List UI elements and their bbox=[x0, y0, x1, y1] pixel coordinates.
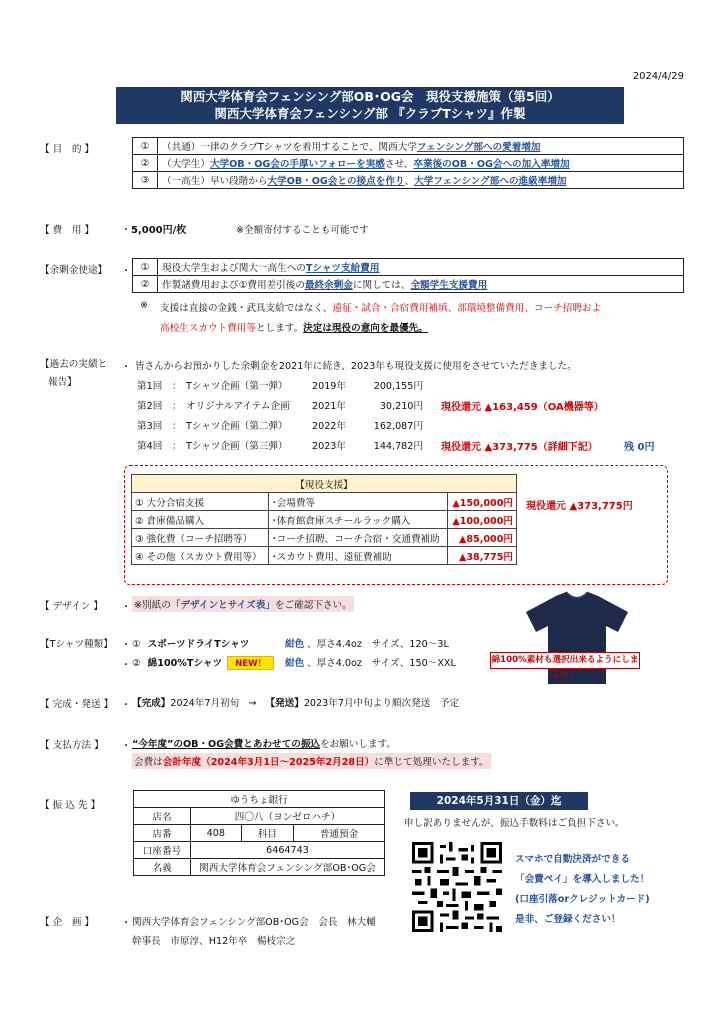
design-link: 「デザインとサイズ表」 bbox=[170, 600, 275, 611]
purpose-table bbox=[132, 137, 684, 189]
cotton-note: 綿100%素材も選択出来るようにしました！ bbox=[490, 652, 640, 669]
design-label: 【 デザイン 】 bbox=[40, 601, 103, 612]
purpose-row bbox=[133, 172, 684, 189]
surplus-bullet: ・ bbox=[121, 266, 131, 277]
payment-bullet: ・ bbox=[121, 741, 131, 752]
tshirt-name: スポーツドライTシャツ bbox=[147, 639, 250, 650]
new-badge: NEW！ bbox=[227, 656, 274, 670]
delivery-bullet: ・ bbox=[121, 700, 131, 711]
bank-account: 6464743 bbox=[191, 842, 385, 859]
bank-table: ゆうちょ銀行 店名 四〇八（ヨンゼロハチ） 店番 408 科目 普通預金 口座番号 6464743 名義 関西大学体育会フェンシング部OB･OG会 bbox=[133, 790, 385, 876]
achievement-return: 現役還元 ▲163,459（OA機器等） bbox=[441, 402, 604, 413]
cost-amount: 5,000円/枚 bbox=[131, 225, 187, 236]
payment-line-1: “今年度”のOB・OG会費とあわせての振込をお願いします。 bbox=[132, 739, 396, 750]
support-row: ② 倉庫備品購入 ･体育館倉庫スチールラック購入 ▲100,000円 bbox=[132, 511, 517, 529]
tshirt-color: 紺色 bbox=[285, 639, 305, 650]
transfer-label: 【 振 込 先 】 bbox=[40, 800, 101, 811]
support-row: ③ 強化費（コーチ招聘等） ･コーチ招聘、コーチ合宿・交通費補助 ▲85,000円 bbox=[132, 529, 517, 547]
surplus-note-line-1: 支援は直接の金銭・武具支給ではなく、遠征・試合・合宿費用補填、部環境整備費用、コーチ招聘およ bbox=[160, 303, 602, 314]
purpose-text: （大学生）大学OB・OG会の手厚いフォローを実感させ、卒業後のOB・OG会への加入率増加 bbox=[158, 155, 684, 172]
purpose-text: （共通）一律のクラブTシャツを着用することで、関西大学フェンシング部への愛着増加 bbox=[158, 138, 684, 155]
achievement-row: 第4回 ： Tシャツ企画（第三弾） 2023年 144,782円 現役還元 ▲373,775（詳細下記） 残 0円 bbox=[137, 438, 697, 456]
surplus-table bbox=[132, 258, 684, 293]
support-header: 【現役支援】 bbox=[132, 475, 517, 493]
payment-label: 【 支払方法 】 bbox=[40, 740, 104, 751]
surplus-note-red-2: 高校生スカウト費用等 bbox=[160, 323, 256, 334]
cost-note: ※全額寄付することも可能です bbox=[236, 225, 369, 236]
tshirt-row: ① スポーツドライTシャツ 紺色 、厚さ4.4oz サイズ、120～3L bbox=[132, 636, 492, 652]
document-date: 2024/4/29 bbox=[632, 71, 684, 82]
surplus-row bbox=[133, 259, 684, 276]
cost-bullet: ・ bbox=[121, 225, 131, 236]
achievements-label: 【過去の実績と 報告】 bbox=[40, 359, 108, 388]
planning-line-2: 幹事長 市原淳、H12年卒 楊枝宗之 bbox=[132, 936, 296, 947]
purpose-text: （一高生）早い段階から大学OB・OG会との接点を作り、大学フェンシング部への進級率増加 bbox=[158, 172, 684, 189]
cost-label: 【 費 用 】 bbox=[40, 225, 95, 236]
design-bullet: ・ bbox=[121, 602, 131, 613]
title-line-1: 関西大学体育会フェンシング部OB･OG会 現役支援施策（第5回） bbox=[180, 89, 560, 104]
delivery-label: 【 完成・発送 】 bbox=[40, 699, 114, 710]
achievement-row: 第2回 ： オリジナルアイテム企画 2021年 30,210円 現役還元 ▲163,459（OA機器等） bbox=[137, 398, 697, 416]
tshirt-bullet-2: ・ bbox=[121, 660, 131, 671]
achievement-row: 第1回 ： Tシャツ企画（第一弾） 2019年 200,155円 bbox=[137, 381, 423, 392]
surplus-link: Tシャツ支給費用 bbox=[305, 263, 380, 274]
planning-line-1: 関西大学体育会フェンシング部OB･OG会 会長 林大輔 bbox=[132, 917, 376, 928]
qr-code-icon[interactable] bbox=[412, 842, 502, 932]
tshirt-name: 綿100%Tシャツ bbox=[147, 658, 223, 669]
tshirt-bullet: ・ bbox=[121, 640, 131, 651]
surplus-note-bold: 決定は現役の意向を最優先。 bbox=[303, 323, 428, 334]
purpose-row bbox=[133, 155, 684, 172]
delivery-text: 【完成】2024年7月初旬 → 【発送】2023年7月中旬より順次発送 予定 bbox=[132, 698, 460, 709]
title-line-2: 関西大学体育会フェンシング部 『クラブTシャツ』作製 bbox=[214, 106, 526, 121]
surplus-link-2: 全額学生支援費用 bbox=[410, 280, 488, 291]
surplus-row bbox=[133, 276, 684, 293]
purpose-link-2: 大学フェンシング部への進級率増加 bbox=[414, 176, 567, 187]
achievements-intro: 皆さんからお預かりした余剰金を2021年に続き、2023年も現役支援に使用をさせていただきました。 bbox=[135, 361, 577, 372]
kaihipay-note: スマホで自動決済ができる 「会費ペイ」を導入しました！ (口座引落orクレジットカード) 是非、ご登録ください！ bbox=[515, 854, 650, 925]
bank-store: 408 bbox=[191, 825, 242, 842]
payment-line-2: 会費は会計年度（2024年3月1日～2025年2月28日）に準じて処理いたします。 bbox=[132, 753, 491, 769]
bank-name: ゆうちょ銀行 bbox=[134, 791, 385, 808]
surplus-note-line-2: 高校生スカウト費用等とします。決定は現役の意向を最優先。 bbox=[160, 323, 428, 334]
surplus-num: ① bbox=[133, 259, 158, 276]
purpose-label: 【 目 的 】 bbox=[40, 144, 95, 155]
purpose-num: ② bbox=[133, 155, 158, 172]
surplus-note-mark: ※ bbox=[140, 300, 149, 311]
surplus-num: ② bbox=[133, 276, 158, 293]
planning-label: 【 企 画 】 bbox=[40, 917, 95, 928]
purpose-link-2: 卒業後のOB・OG会への加入率増加 bbox=[413, 159, 570, 170]
fee-note: 申し訳ありませんが、振込手数料はご負担下さい。 bbox=[404, 818, 625, 829]
support-total: 現役還元 ▲373,775円 bbox=[526, 501, 633, 512]
bank-subject: 普通預金 bbox=[294, 825, 385, 842]
achievement-return: 現役還元 ▲373,775（詳細下記） bbox=[441, 442, 598, 453]
support-row: ① 大分合宿支援 ･会場費等 ▲150,000円 bbox=[132, 493, 517, 511]
purpose-num: ① bbox=[133, 138, 158, 155]
title-banner bbox=[116, 87, 624, 124]
surplus-text: 現役大学生および関大一高生へのTシャツ支給費用 bbox=[158, 259, 684, 276]
planning-bullet: ・ bbox=[121, 918, 131, 929]
purpose-link: フェンシング部への愛着増加 bbox=[416, 142, 541, 153]
surplus-label: 【余剰金使途】 bbox=[40, 265, 108, 276]
purpose-link: 大学OB・OG会との接点を作り bbox=[267, 176, 405, 187]
tshirt-row: ② 綿100%Tシャツ NEW！ 紺色 、厚さ4.0oz サイズ、150～XXL bbox=[132, 655, 492, 671]
tshirt-label: 【Tシャツ種類】 bbox=[40, 639, 113, 650]
deadline-badge: 2024年5月31日（金）迄 bbox=[410, 792, 588, 810]
achievement-row: 第3回 ： Tシャツ企画（第二弾） 2022年 162,087円 bbox=[137, 421, 423, 432]
bank-holder: 関西大学体育会フェンシング部OB･OG会 bbox=[191, 859, 385, 876]
purpose-link: 大学OB・OG会の手厚いフォローを実感 bbox=[209, 159, 385, 170]
purpose-num: ③ bbox=[133, 172, 158, 189]
tshirt-color: 紺色 bbox=[285, 658, 305, 669]
support-table bbox=[131, 474, 517, 565]
design-note: ※別紙の「デザインとサイズ表」をご確認下さい。 bbox=[132, 596, 354, 612]
support-row: ④ その他（スカウト費用等） ･スカウト費用、遠征費補助 ▲38,775円 bbox=[132, 547, 517, 565]
surplus-link: 最終余剰金 bbox=[304, 280, 353, 291]
purpose-row bbox=[133, 138, 684, 155]
surplus-text: 作製諸費用および①費用差引後の最終余剰金に関しては、全額学生支援費用 bbox=[158, 276, 684, 293]
surplus-note-red: 遠征・試合・合宿費用補填、部環境整備費用、コーチ招聘およ bbox=[332, 303, 602, 314]
achievement-remain: 残 0円 bbox=[624, 442, 655, 453]
bank-branch: 四〇八（ヨンゼロハチ） bbox=[191, 808, 385, 825]
achievements-bullet: ・ bbox=[121, 362, 131, 373]
